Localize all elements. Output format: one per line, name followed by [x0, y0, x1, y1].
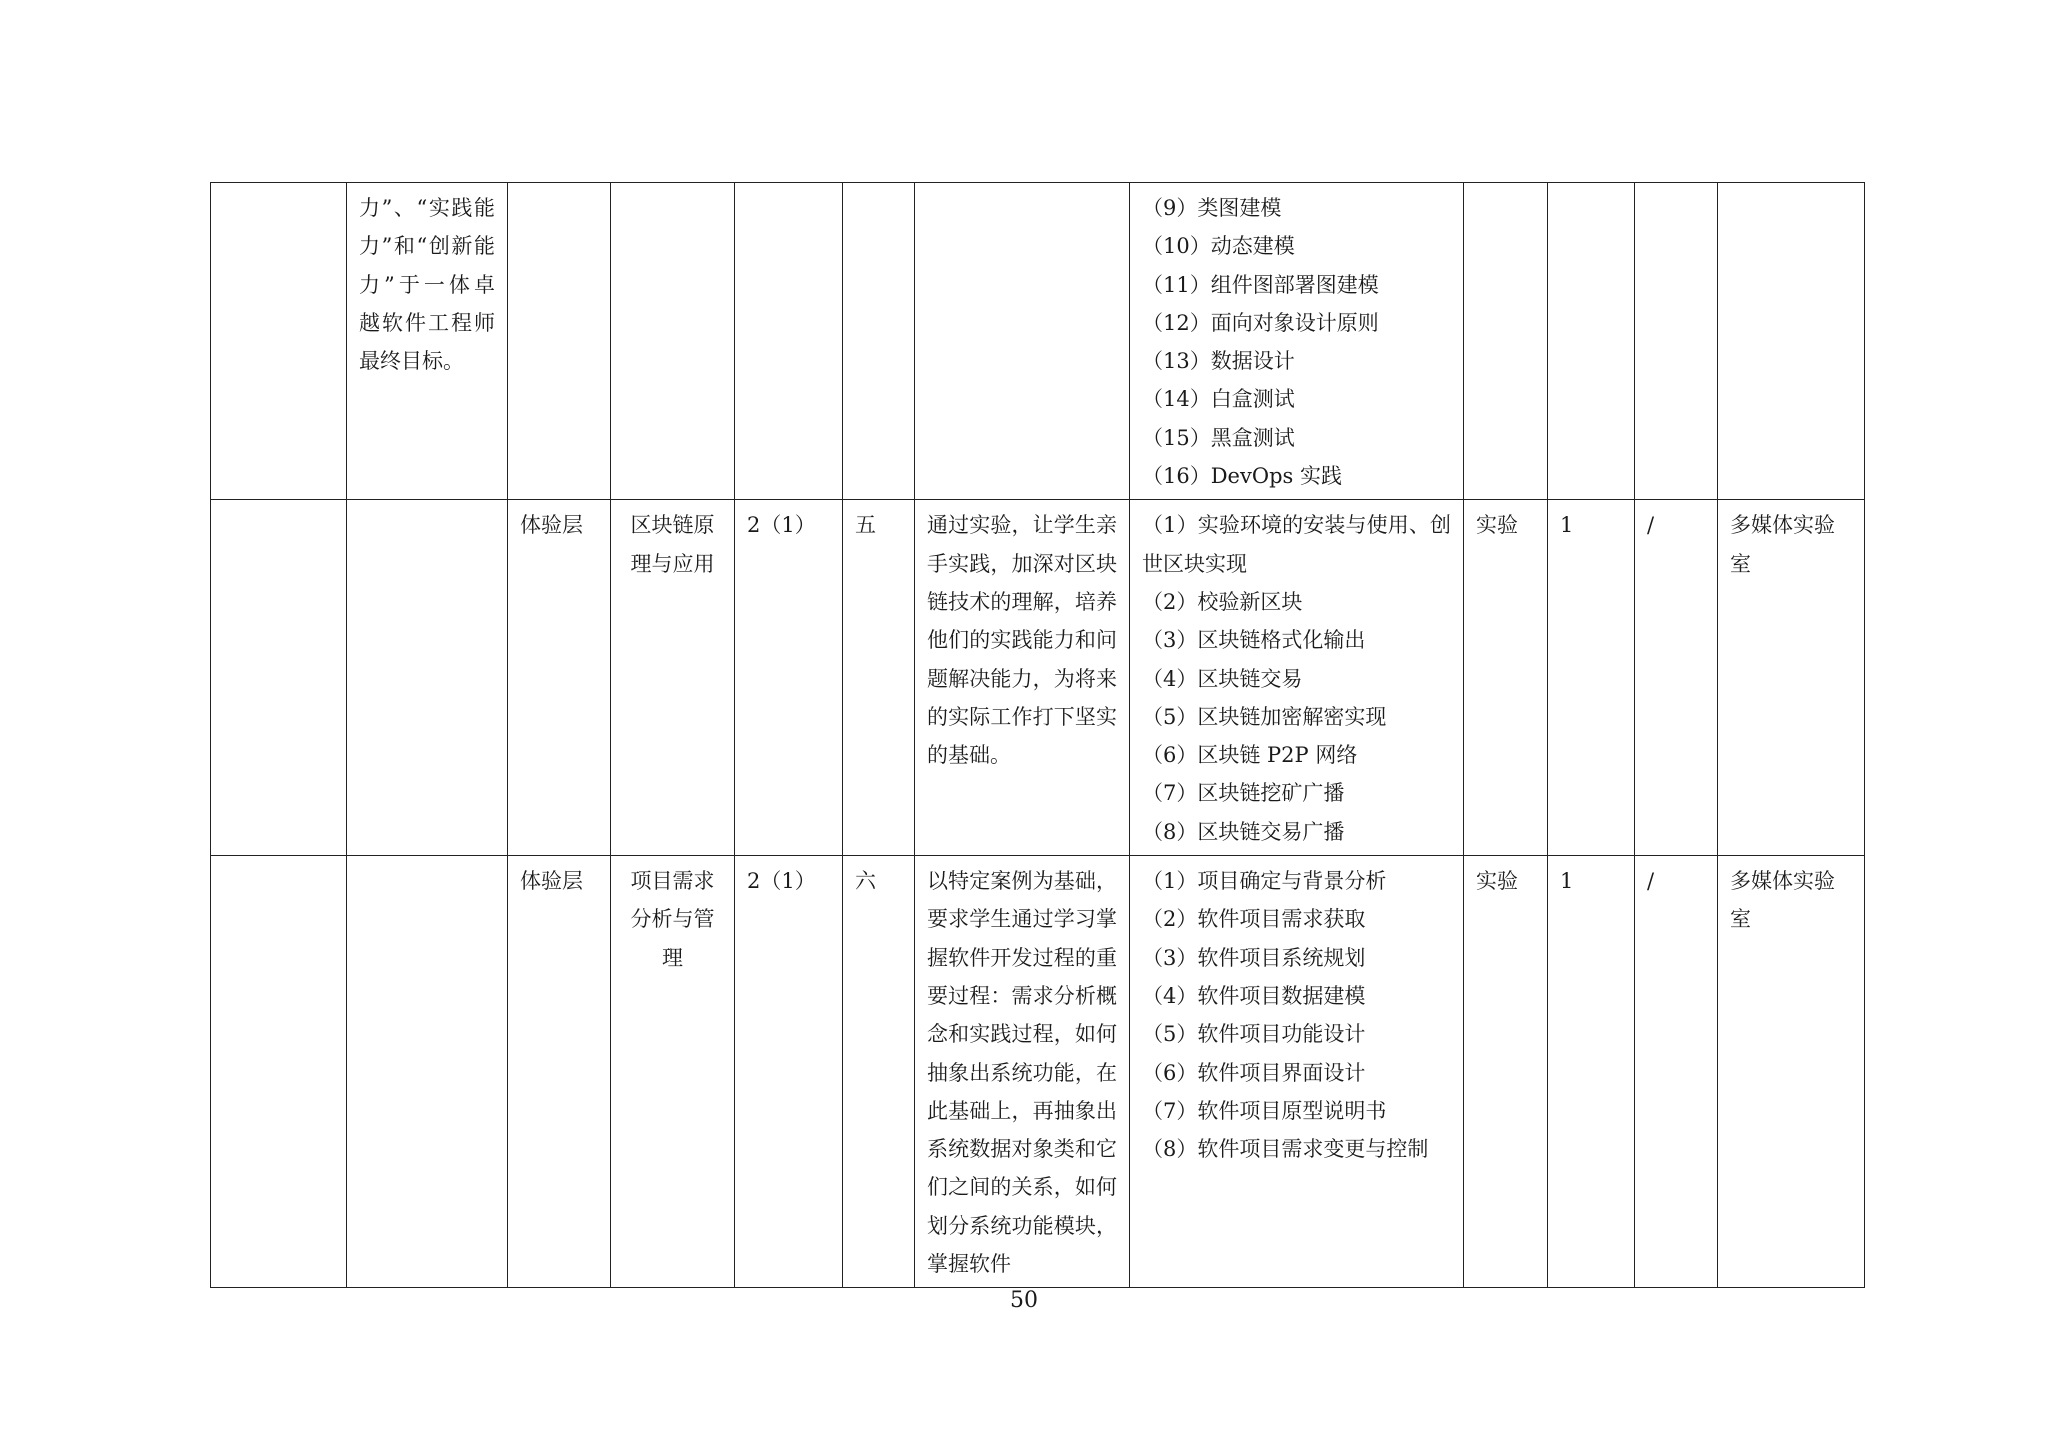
semester-cell: 五 — [843, 500, 915, 856]
empty-cell — [1548, 183, 1635, 500]
empty-cell — [508, 183, 611, 500]
empty-cell — [915, 183, 1130, 500]
empty-cell — [611, 183, 735, 500]
content-item: （11）组件图部署图建模 — [1142, 272, 1379, 297]
content-item: （6）软件项目界面设计 — [1142, 1060, 1366, 1085]
content-item: （7）区块链挖矿广播 — [1142, 781, 1345, 806]
contents-cell — [1130, 500, 1464, 856]
goal-cell — [347, 183, 508, 500]
empty-cell — [211, 856, 347, 1288]
objective-cell — [915, 500, 1130, 856]
content-item: （16）DevOps 实践 — [1142, 464, 1342, 489]
table-row — [211, 500, 1865, 856]
objective-text: 以特定案例为基础，要求学生通过学习掌握软件开发过程的重要过程：需求分析概念和实践过程，如何抽象出系统功能，在此基础上，再抽象出系统数据对象类和它们之间的关系，如何划分系统功能模块，掌握软件 — [927, 869, 1117, 1277]
empty-cell — [1464, 183, 1548, 500]
type-cell: 实验 — [1464, 856, 1548, 1288]
group-cell: 1 — [1548, 856, 1635, 1288]
table-row — [211, 183, 1865, 500]
content-item: （7）软件项目原型说明书 — [1142, 1098, 1387, 1123]
objective-text: 通过实验，让学生亲手实践，加深对区块链技术的理解，培养他们的实践能力和问题解决能力，为将来的实际工作打下坚实的基础。 — [927, 513, 1117, 768]
content-item: （4）区块链交易 — [1142, 666, 1303, 691]
content-item: （14）白盒测试 — [1142, 387, 1295, 412]
contents-cell — [1130, 856, 1464, 1288]
syllabus-table — [210, 182, 1865, 1288]
content-item: （13）数据设计 — [1142, 349, 1295, 374]
semester-cell: 六 — [843, 856, 915, 1288]
credits-cell: 2（1） — [735, 856, 843, 1288]
content-item: （3）区块链格式化输出 — [1142, 628, 1366, 653]
empty-cell — [735, 183, 843, 500]
content-item: （15）黑盒测试 — [1142, 425, 1295, 450]
content-item: （6）区块链 P2P 网络 — [1142, 743, 1358, 768]
location-cell: 多媒体实验室 — [1718, 500, 1865, 856]
table-row — [211, 856, 1865, 1288]
level-cell: 体验层 — [508, 500, 611, 856]
content-item: （1）实验环境的安装与使用、创世区块实现 — [1142, 513, 1451, 576]
group-cell: 1 — [1548, 500, 1635, 856]
content-item: （2）软件项目需求获取 — [1142, 907, 1366, 932]
content-item: （10）动态建模 — [1142, 234, 1295, 259]
content-item: （8）区块链交易广播 — [1142, 819, 1345, 844]
content-item: （5）软件项目功能设计 — [1142, 1022, 1366, 1047]
empty-cell — [843, 183, 915, 500]
empty-cell — [211, 500, 347, 856]
content-item: （12）面向对象设计原则 — [1142, 310, 1379, 335]
course-name-cell: 项目需求分析与管理 — [611, 856, 735, 1288]
content-item: （1）项目确定与背景分析 — [1142, 869, 1387, 894]
course-name-cell: 区块链原理与应用 — [611, 500, 735, 856]
location-cell: 多媒体实验室 — [1718, 856, 1865, 1288]
content-item: （3）软件项目系统规划 — [1142, 945, 1366, 970]
contents-cell — [1130, 183, 1464, 500]
content-item: （2）校验新区块 — [1142, 589, 1303, 614]
type-cell: 实验 — [1464, 500, 1548, 856]
content-item: （8）软件项目需求变更与控制 — [1142, 1137, 1429, 1162]
empty-cell — [1635, 183, 1718, 500]
page-number: 50 — [1010, 1288, 1038, 1313]
content-item: （5）区块链加密解密实现 — [1142, 704, 1387, 729]
content-item: （4）软件项目数据建模 — [1142, 983, 1366, 1008]
credits-cell: 2（1） — [735, 500, 843, 856]
empty-cell — [211, 183, 347, 500]
empty-cell — [347, 500, 508, 856]
slash-cell: / — [1635, 500, 1718, 856]
objective-cell — [915, 856, 1130, 1288]
empty-cell — [1718, 183, 1865, 500]
slash-cell: / — [1635, 856, 1718, 1288]
goal-text: 力”、“实践能力”和“创新能力”于一体卓越软件工程师最终目标。 — [359, 196, 495, 374]
level-cell: 体验层 — [508, 856, 611, 1288]
content-item: （9）类图建模 — [1142, 196, 1282, 220]
empty-cell — [347, 856, 508, 1288]
